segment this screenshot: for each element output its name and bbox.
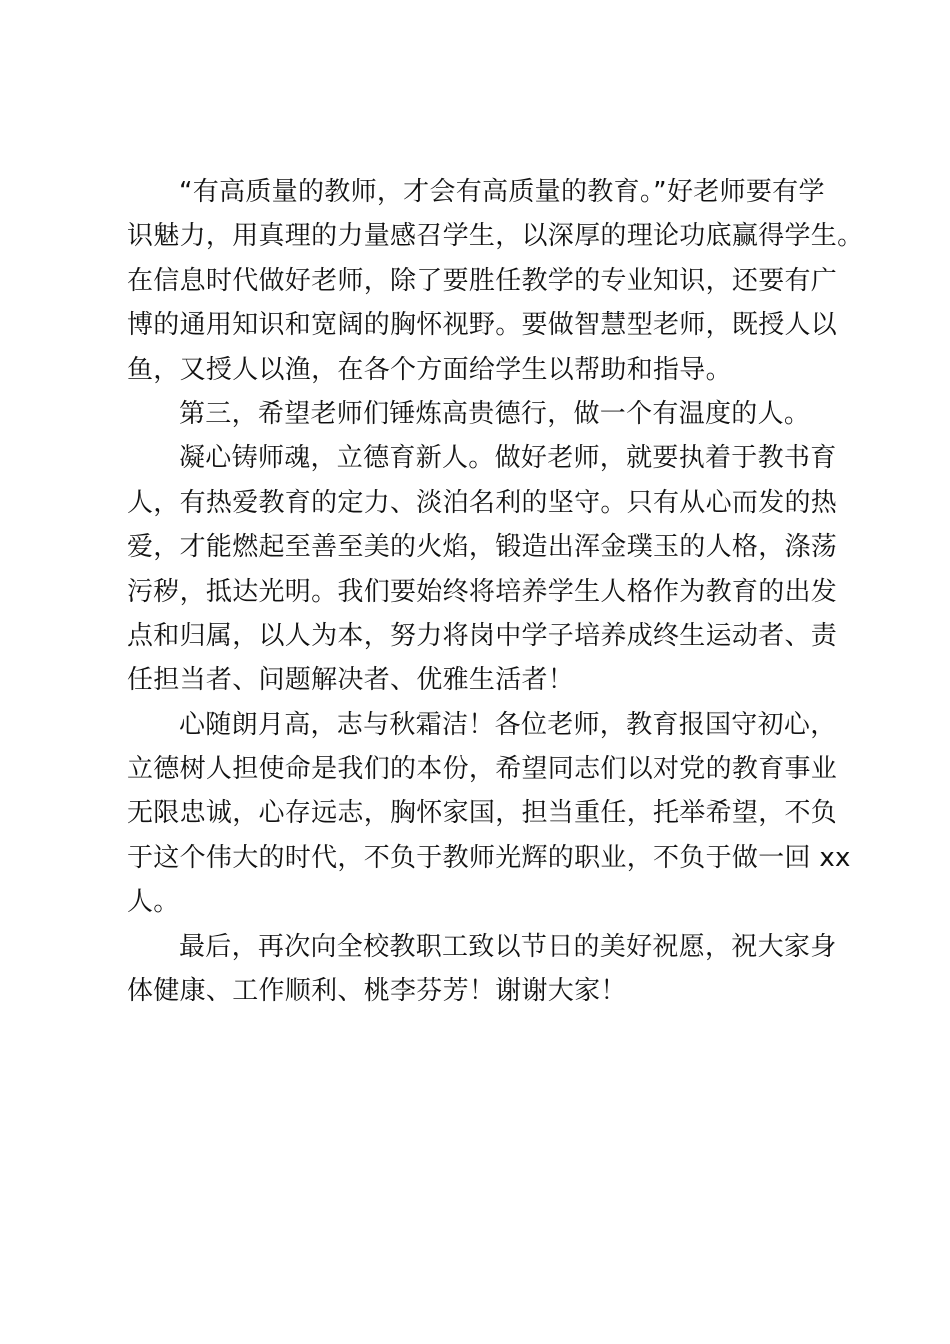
- document-body: [127, 170, 864, 1013]
- text-line: 体健康、工作顺利、桃李芬芳！谢谢大家！: [127, 976, 627, 1007]
- text-line: 于这个伟大的时代，不负于教师光辉的职业，不负于做一回 xx: [127, 842, 851, 873]
- text-line: 人，有热爱教育的定力、淡泊名利的坚守。只有从心而发的热: [127, 487, 838, 518]
- text-line: 污秽，抵达光明。我们要始终将培养学生人格作为教育的出发: [127, 576, 838, 607]
- paragraph-teacher-quality: [127, 170, 864, 392]
- text-line: 人。: [127, 887, 180, 918]
- text-line: 识魅力，用真理的力量感召学生，以深厚的理论功底赢得学生。: [127, 221, 864, 252]
- paragraph-moral-education: [127, 436, 839, 702]
- text-line: 凝心铸师魂，立德育新人。做好老师，就要执着于教书育: [179, 443, 837, 474]
- text-line: 点和归属，以人为本，努力将岗中学子培养成终生运动者、责: [127, 620, 838, 651]
- paragraph-third-point: [127, 392, 839, 436]
- text-line: 博的通用知识和宽阔的胸怀视野。要做智慧型老师，既授人以: [127, 310, 838, 341]
- text-line: “有高质量的教师，才会有高质量的教育。”好老师要有学: [179, 177, 825, 207]
- text-line: 任担当者、问题解决者、优雅生活者！: [127, 665, 575, 696]
- paragraph-mission: [127, 703, 851, 925]
- text-line: 在信息时代做好老师，除了要胜任教学的专业知识，还要有广: [127, 265, 838, 296]
- text-line: 立德树人担使命是我们的本份，希望同志们以对党的教育事业: [127, 754, 838, 785]
- paragraph-closing-wishes: [127, 925, 839, 1014]
- text-line: 最后，再次向全校教职工致以节日的美好祝愿，祝大家身: [179, 931, 837, 962]
- text-line: 无限忠诚，心存远志，胸怀家国，担当重任，托举希望，不负: [127, 798, 838, 829]
- text-line: 心随朗月高，志与秋霜洁！各位老师，教育报国守初心，: [179, 709, 837, 740]
- text-line: 第三，希望老师们锤炼高贵德行，做一个有温度的人。: [179, 398, 811, 429]
- text-line: 鱼，又授人以渔，在各个方面给学生以帮助和指导。: [127, 354, 732, 385]
- text-line: 爱，才能燃起至善至美的火焰，锻造出浑金璞玉的人格，涤荡: [127, 532, 838, 563]
